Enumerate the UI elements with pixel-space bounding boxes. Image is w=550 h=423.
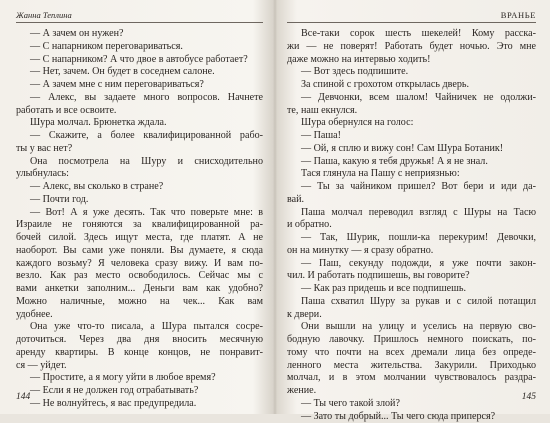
- text-line: Все-таки сорок шесть шекелей! Кому расска-: [287, 28, 536, 41]
- text-line: ленного места жительства. Закурили. Приходько: [287, 360, 536, 373]
- left-page: [0, 0, 275, 414]
- text-line: везло. Как раз место освободилось. Сейчас мы с: [16, 270, 263, 283]
- text-line: За спиной с грохотом открылась дверь.: [287, 79, 536, 92]
- text-line: каждого возьму? Я человека сразу вижу. И вам по-: [16, 258, 263, 271]
- text-line: ты у вас нет?: [16, 143, 263, 156]
- running-head-title: ВРАНЬЕ: [287, 8, 536, 23]
- text-line: — Девчонки, всем шалом! Чайничек не одолжи-: [287, 92, 536, 105]
- text-line: — Паш, секунду подожди, я уже почти закон-: [287, 258, 536, 271]
- text-line: и обратно.: [287, 219, 536, 232]
- text-line: чил. И работать подпишешь, вы говорите?: [287, 270, 536, 283]
- text-line: — Нет, зачем. Он будет в соседнем салоне.: [16, 66, 263, 79]
- text-line: Шура обернулся на голос:: [287, 117, 536, 130]
- text-line: — Так, Шурик, пошли-ка перекурим! Девочки,: [287, 232, 536, 245]
- text-line: — А зачем мне с ним переговариваться?: [16, 79, 263, 92]
- text-line: — Почти год.: [16, 194, 263, 207]
- text-line: улыбнулась:: [16, 168, 263, 181]
- text-line: жи — не поверят! Работать будет ночью. Это мне: [287, 41, 536, 54]
- text-line: Они вышли на улицу и уселись на первую сво-: [287, 321, 536, 334]
- text-line: удобнее.: [16, 309, 263, 322]
- text-line: работать и все освоите.: [16, 105, 263, 118]
- text-line: Она уже что-то писала, а Шура пытался сосре-: [16, 321, 263, 334]
- text-line: к двери.: [287, 309, 536, 322]
- text-line: Тася глянула на Пашу с неприязнью:: [287, 168, 536, 181]
- text-line: вами анкетки заполним... Деньги вам как удобно?: [16, 283, 263, 296]
- text-line: — Ты чего такой злой?: [287, 398, 536, 411]
- text-line: Паша схватил Шуру за рукав и с силой потащил: [287, 296, 536, 309]
- text-line: — Вот здесь подпишите.: [287, 66, 536, 79]
- text-line: — Простите, а я могу уйти в любое время?: [16, 372, 263, 385]
- text-line: ся — уйдет.: [16, 360, 263, 373]
- text-line: наоборот. Вы сами уже поняли. Вы думаете, я сюда: [16, 245, 263, 258]
- text-line: — С напарником переговариваться.: [16, 41, 263, 54]
- text-line: бодную лавочку. Пришлось немного поискать, по-: [287, 334, 536, 347]
- text-line: даже можно на интервью ходить!: [287, 54, 536, 67]
- page-number-right: 145: [522, 392, 536, 402]
- text-line: — Вот! А я уже десять. Так что поверьте мне: в: [16, 207, 263, 220]
- text-line: доточиться. Через два дня вносить месячную: [16, 334, 263, 347]
- text-line: — Ты за чайником пришел? Вот бери и иди да-: [287, 181, 536, 194]
- text-line: он на минутку — я сразу обратно.: [287, 245, 536, 258]
- text-line: бочей силой. Здесь ищут места, где платят. А не: [16, 232, 263, 245]
- text-line: аренду квартиры. В конце концов, не понравит-: [16, 347, 263, 360]
- text-line: — С напарником? А что двое в автобусе работает?: [16, 54, 263, 67]
- text-line: Она посмотрела на Шуру и снисходительно: [16, 156, 263, 169]
- right-page-text: [287, 28, 536, 423]
- text-line: — Не волнуйтесь, я вас предупредила.: [16, 398, 263, 411]
- text-line: — Паша!: [287, 130, 536, 143]
- text-line: те, наш екнулся.: [287, 105, 536, 118]
- page-number-left: 144: [16, 392, 30, 402]
- text-line: — Если я не должен год отрабатывать?: [16, 385, 263, 398]
- text-line: Можно наличные, можно на чек... Как вам: [16, 296, 263, 309]
- right-page: [275, 0, 550, 414]
- text-line: Израиле не гоняются за квалифицированной ра-: [16, 219, 263, 232]
- text-line: — Алекс, вы сколько в стране?: [16, 181, 263, 194]
- text-line: — Скажите, а более квалифицированной рабо-: [16, 130, 263, 143]
- text-line: жение.: [287, 385, 536, 398]
- text-line: — А зачем он нужен?: [16, 28, 263, 41]
- text-line: — Паша, какую я тебя дружья! А я не знал.: [287, 156, 536, 169]
- text-line: молчал, и в этом молчании чувствовалось раздра-: [287, 372, 536, 385]
- text-line: Шура молчал. Брюнетка ждала.: [16, 117, 263, 130]
- text-line: тому что почти на всех дремали лица без опреде-: [287, 347, 536, 360]
- text-line: — Как раз придешь и все подпишешь.: [287, 283, 536, 296]
- text-line: — Зато ты добрый... Ты чего сюда приперся?: [287, 411, 536, 423]
- text-line: — Ой, я сплю и вижу сон! Сам Шура Ботаник!: [287, 143, 536, 156]
- left-page-text: [16, 28, 263, 411]
- text-line: вай.: [287, 194, 536, 207]
- text-line: Паша молчал переводил взгляд с Шуры на Тасю: [287, 207, 536, 220]
- text-line: — Алекс, вы задаете много вопросов. Начнете: [16, 92, 263, 105]
- running-head-author: Жанна Теплина: [16, 8, 263, 23]
